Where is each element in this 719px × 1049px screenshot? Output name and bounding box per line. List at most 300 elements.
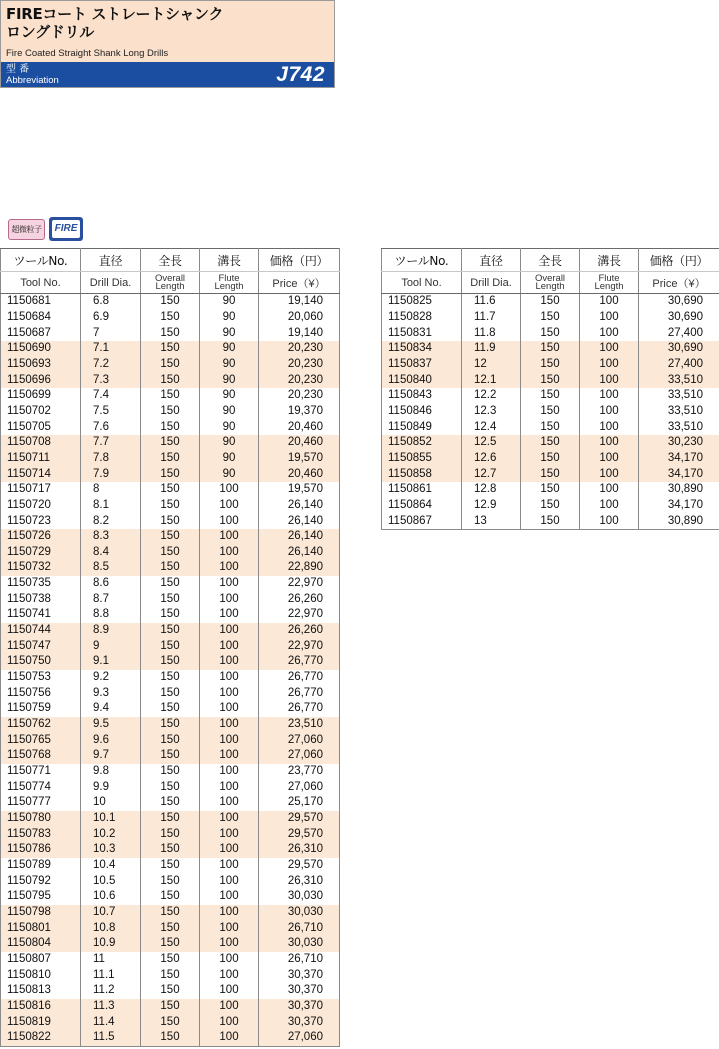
flute-length-cell: 100 <box>200 732 259 748</box>
overall-length-cell: 150 <box>141 717 200 733</box>
tool-no-cell: 1150804 <box>1 936 81 952</box>
col-flute-en-2: Length <box>214 280 244 292</box>
col-length-en <box>521 272 580 294</box>
flute-length-cell: 90 <box>200 451 259 467</box>
col-flute-en <box>580 272 639 294</box>
flute-length-cell: 100 <box>200 545 259 561</box>
table-row <box>1 513 340 529</box>
overall-length-cell: 150 <box>141 325 200 341</box>
tool-no-cell: 1150726 <box>1 529 81 545</box>
drill-dia-cell: 6.9 <box>81 310 141 326</box>
table-row <box>382 419 719 435</box>
table-row <box>382 513 719 529</box>
col-flute-en-2: Length <box>594 280 624 292</box>
drill-dia-cell: 10.9 <box>81 936 141 952</box>
tool-no-cell: 1150768 <box>1 748 81 764</box>
price-cell: 26,770 <box>259 685 340 701</box>
overall-length-cell: 150 <box>141 529 200 545</box>
flute-length-cell: 100 <box>200 591 259 607</box>
flute-length-cell: 100 <box>200 685 259 701</box>
micro-grain-carbide-icon: 超微粒子 <box>8 219 45 240</box>
flute-length-cell: 100 <box>200 529 259 545</box>
flute-length-cell: 100 <box>200 560 259 576</box>
drill-dia-cell: 12.6 <box>462 451 521 467</box>
tool-no-cell: 1150846 <box>382 404 462 420</box>
tool-no-cell: 1150705 <box>1 419 81 435</box>
tool-no-cell: 1150855 <box>382 451 462 467</box>
fire-coating-icon <box>49 217 83 241</box>
table-row <box>1 920 340 936</box>
col-flute-en-1: Flute <box>218 272 240 284</box>
drill-dia-cell: 12.2 <box>462 388 521 404</box>
price-cell: 29,570 <box>259 811 340 827</box>
drill-dia-cell: 7.3 <box>81 372 141 388</box>
price-cell: 26,710 <box>259 920 340 936</box>
drill-dia-cell: 10.6 <box>81 889 141 905</box>
table-row <box>1 670 340 686</box>
table-row <box>1 325 340 341</box>
overall-length-cell: 150 <box>141 654 200 670</box>
table-row <box>1 999 340 1015</box>
drill-dia-cell: 8.3 <box>81 529 141 545</box>
product-title-jp <box>6 5 223 41</box>
overall-length-cell: 150 <box>141 905 200 921</box>
tool-no-cell: 1150801 <box>1 920 81 936</box>
flute-length-cell: 100 <box>200 858 259 874</box>
table-row <box>1 451 340 467</box>
price-cell: 20,230 <box>259 357 340 373</box>
tool-no-cell: 1150819 <box>1 1014 81 1030</box>
overall-length-cell: 150 <box>141 545 200 561</box>
tool-no-cell: 1150786 <box>1 842 81 858</box>
flute-length-cell: 100 <box>200 701 259 717</box>
price-cell: 19,140 <box>259 294 340 310</box>
drill-dia-cell: 7 <box>81 325 141 341</box>
flute-length-cell: 100 <box>580 451 639 467</box>
drill-dia-cell: 12.1 <box>462 372 521 388</box>
flute-length-cell: 100 <box>200 638 259 654</box>
drill-dia-cell: 9 <box>81 638 141 654</box>
tool-no-cell: 1150756 <box>1 685 81 701</box>
table-row <box>382 404 719 420</box>
tool-no-cell: 1150693 <box>1 357 81 373</box>
tool-no-cell: 1150720 <box>1 498 81 514</box>
drill-dia-cell: 8.4 <box>81 545 141 561</box>
overall-length-cell: 150 <box>141 482 200 498</box>
overall-length-cell: 150 <box>521 294 580 310</box>
flute-length-cell: 100 <box>580 404 639 420</box>
flute-length-cell: 90 <box>200 357 259 373</box>
drill-dia-cell: 12.7 <box>462 466 521 482</box>
overall-length-cell: 150 <box>521 357 580 373</box>
price-cell: 27,400 <box>639 357 719 373</box>
tool-no-cell: 1150810 <box>1 967 81 983</box>
overall-length-cell: 150 <box>521 341 580 357</box>
table-row <box>1 404 340 420</box>
table-row <box>1 294 340 310</box>
drill-dia-cell: 8.2 <box>81 513 141 529</box>
flute-length-cell: 100 <box>580 341 639 357</box>
flute-length-cell: 100 <box>200 811 259 827</box>
flute-length-cell: 90 <box>200 325 259 341</box>
table-row <box>1 1014 340 1030</box>
table-row <box>1 795 340 811</box>
tool-no-cell: 1150738 <box>1 591 81 607</box>
tool-no-cell: 1150708 <box>1 435 81 451</box>
drill-dia-cell: 10 <box>81 795 141 811</box>
flute-length-cell: 100 <box>200 1014 259 1030</box>
table-row <box>1 498 340 514</box>
spec-table-left <box>0 248 340 1047</box>
drill-dia-cell: 6.8 <box>81 294 141 310</box>
flute-length-cell: 100 <box>580 513 639 529</box>
flute-length-cell: 100 <box>580 498 639 514</box>
col-flute-en-1: Flute <box>598 272 620 284</box>
col-length-en-2: Length <box>535 280 565 292</box>
overall-length-cell: 150 <box>141 498 200 514</box>
col-length-jp: 全長 <box>141 249 200 272</box>
header-row-jp <box>1 249 340 272</box>
flute-length-cell: 100 <box>200 983 259 999</box>
drill-dia-cell: 7.7 <box>81 435 141 451</box>
price-cell: 26,140 <box>259 513 340 529</box>
col-length-en <box>141 272 200 294</box>
drill-dia-cell: 11 <box>81 952 141 968</box>
price-cell: 30,030 <box>259 905 340 921</box>
price-cell: 26,770 <box>259 654 340 670</box>
flute-length-cell: 100 <box>200 889 259 905</box>
overall-length-cell: 150 <box>141 936 200 952</box>
tool-no-cell: 1150696 <box>1 372 81 388</box>
drill-dia-cell: 8.8 <box>81 607 141 623</box>
overall-length-cell: 150 <box>521 388 580 404</box>
flute-length-cell: 90 <box>200 372 259 388</box>
drill-dia-cell: 7.6 <box>81 419 141 435</box>
price-cell: 19,570 <box>259 482 340 498</box>
tool-no-cell: 1150849 <box>382 419 462 435</box>
drill-dia-cell: 8.9 <box>81 623 141 639</box>
table-row <box>1 607 340 623</box>
drill-dia-cell: 8 <box>81 482 141 498</box>
table-row <box>382 310 719 326</box>
tool-no-cell: 1150792 <box>1 873 81 889</box>
drill-dia-cell: 11.6 <box>462 294 521 310</box>
overall-length-cell: 150 <box>141 451 200 467</box>
price-cell: 34,170 <box>639 498 719 514</box>
title-line-1: FIREコート ストレートシャンク <box>6 5 224 23</box>
tool-no-cell: 1150864 <box>382 498 462 514</box>
tool-no-cell: 1150741 <box>1 607 81 623</box>
drill-dia-cell: 12.3 <box>462 404 521 420</box>
flute-length-cell: 100 <box>200 795 259 811</box>
table-row <box>1 310 340 326</box>
overall-length-cell: 150 <box>141 576 200 592</box>
product-header <box>0 0 335 88</box>
tool-no-cell: 1150783 <box>1 826 81 842</box>
drill-dia-cell: 11.9 <box>462 341 521 357</box>
fire-coating-label: FIRE <box>52 220 80 238</box>
overall-length-cell: 150 <box>141 419 200 435</box>
table-row <box>1 983 340 999</box>
flute-length-cell: 100 <box>200 748 259 764</box>
drill-dia-cell: 10.4 <box>81 858 141 874</box>
overall-length-cell: 150 <box>141 591 200 607</box>
price-cell: 30,030 <box>259 936 340 952</box>
col-price-jp: 価格（円） <box>639 249 719 272</box>
abbreviation-bar <box>1 62 334 87</box>
tool-no-cell: 1150840 <box>382 372 462 388</box>
table-row <box>1 482 340 498</box>
price-cell: 30,230 <box>639 435 719 451</box>
drill-dia-cell: 11.5 <box>81 1030 141 1046</box>
table-row <box>382 341 719 357</box>
price-cell: 26,770 <box>259 670 340 686</box>
price-cell: 26,310 <box>259 842 340 858</box>
price-cell: 30,690 <box>639 294 719 310</box>
price-cell: 19,140 <box>259 325 340 341</box>
flute-length-cell: 90 <box>200 466 259 482</box>
tool-no-cell: 1150750 <box>1 654 81 670</box>
flute-length-cell: 100 <box>200 1030 259 1046</box>
table-row <box>1 717 340 733</box>
overall-length-cell: 150 <box>141 404 200 420</box>
price-cell: 33,510 <box>639 419 719 435</box>
drill-dia-cell: 11.7 <box>462 310 521 326</box>
header-row-en <box>382 272 719 294</box>
price-cell: 22,970 <box>259 607 340 623</box>
price-cell: 26,260 <box>259 591 340 607</box>
table-row <box>1 905 340 921</box>
overall-length-cell: 150 <box>141 294 200 310</box>
abbreviation-code: J742 <box>276 63 325 86</box>
overall-length-cell: 150 <box>521 513 580 529</box>
tool-no-cell: 1150735 <box>1 576 81 592</box>
drill-dia-cell: 8.5 <box>81 560 141 576</box>
overall-length-cell: 150 <box>141 435 200 451</box>
tool-no-cell: 1150825 <box>382 294 462 310</box>
tool-no-cell: 1150774 <box>1 779 81 795</box>
drill-dia-cell: 10.7 <box>81 905 141 921</box>
table-row <box>1 967 340 983</box>
flute-length-cell: 100 <box>580 294 639 310</box>
flute-length-cell: 100 <box>580 325 639 341</box>
overall-length-cell: 150 <box>141 310 200 326</box>
table-row <box>1 372 340 388</box>
tool-no-cell: 1150837 <box>382 357 462 373</box>
price-cell: 26,140 <box>259 529 340 545</box>
price-cell: 20,230 <box>259 341 340 357</box>
price-cell: 22,970 <box>259 576 340 592</box>
drill-dia-cell: 10.2 <box>81 826 141 842</box>
col-tool-no-en: Tool No. <box>1 272 81 294</box>
drill-dia-cell: 9.5 <box>81 717 141 733</box>
tool-no-cell: 1150762 <box>1 717 81 733</box>
flute-length-cell: 100 <box>580 357 639 373</box>
flute-length-cell: 90 <box>200 419 259 435</box>
price-cell: 29,570 <box>259 858 340 874</box>
col-length-en-1: Overall <box>154 272 186 284</box>
overall-length-cell: 150 <box>141 873 200 889</box>
tool-no-cell: 1150765 <box>1 732 81 748</box>
tool-no-cell: 1150687 <box>1 325 81 341</box>
price-cell: 30,370 <box>259 1014 340 1030</box>
table-row <box>1 826 340 842</box>
price-cell: 27,060 <box>259 732 340 748</box>
price-cell: 27,060 <box>259 748 340 764</box>
tool-no-cell: 1150822 <box>1 1030 81 1046</box>
price-cell: 30,370 <box>259 999 340 1015</box>
flute-length-cell: 90 <box>200 404 259 420</box>
flute-length-cell: 100 <box>200 623 259 639</box>
price-cell: 20,230 <box>259 388 340 404</box>
tool-no-cell: 1150732 <box>1 560 81 576</box>
drill-dia-cell: 12.5 <box>462 435 521 451</box>
drill-dia-cell: 7.4 <box>81 388 141 404</box>
col-tool-no-jp: ツールNo. <box>382 249 462 272</box>
tool-no-cell: 1150807 <box>1 952 81 968</box>
table-row <box>1 357 340 373</box>
overall-length-cell: 150 <box>141 952 200 968</box>
table-row <box>1 779 340 795</box>
table-row <box>1 889 340 905</box>
drill-dia-cell: 9.4 <box>81 701 141 717</box>
tool-no-cell: 1150813 <box>1 983 81 999</box>
table-row <box>382 466 719 482</box>
overall-length-cell: 150 <box>141 623 200 639</box>
col-flute-jp: 溝長 <box>200 249 259 272</box>
flute-length-cell: 90 <box>200 310 259 326</box>
drill-dia-cell: 9.8 <box>81 764 141 780</box>
drill-dia-cell: 10.3 <box>81 842 141 858</box>
flute-length-cell: 100 <box>580 482 639 498</box>
price-cell: 30,890 <box>639 482 719 498</box>
tool-no-cell: 1150684 <box>1 310 81 326</box>
table-body-right <box>382 294 719 530</box>
tool-no-cell: 1150828 <box>382 310 462 326</box>
col-dia-jp: 直径 <box>81 249 141 272</box>
overall-length-cell: 150 <box>141 372 200 388</box>
price-cell: 20,460 <box>259 435 340 451</box>
col-price-jp: 価格（円） <box>259 249 340 272</box>
overall-length-cell: 150 <box>521 310 580 326</box>
flute-length-cell: 100 <box>200 920 259 936</box>
flute-length-cell: 100 <box>200 670 259 686</box>
price-cell: 26,310 <box>259 873 340 889</box>
overall-length-cell: 150 <box>521 451 580 467</box>
col-flute-en <box>200 272 259 294</box>
table-row <box>1 545 340 561</box>
tool-no-cell: 1150702 <box>1 404 81 420</box>
overall-length-cell: 150 <box>141 341 200 357</box>
overall-length-cell: 150 <box>141 513 200 529</box>
overall-length-cell: 150 <box>141 638 200 654</box>
abbreviation-label-en: Abbreviation <box>6 75 59 86</box>
price-cell: 25,170 <box>259 795 340 811</box>
drill-dia-cell: 9.9 <box>81 779 141 795</box>
price-cell: 26,140 <box>259 545 340 561</box>
price-cell: 19,570 <box>259 451 340 467</box>
col-length-en-2: Length <box>155 280 185 292</box>
price-cell: 30,690 <box>639 341 719 357</box>
drill-dia-cell: 11.1 <box>81 967 141 983</box>
drill-dia-cell: 10.8 <box>81 920 141 936</box>
price-cell: 26,140 <box>259 498 340 514</box>
table-row <box>1 419 340 435</box>
price-cell: 23,770 <box>259 764 340 780</box>
tool-no-cell: 1150771 <box>1 764 81 780</box>
col-length-jp: 全長 <box>521 249 580 272</box>
overall-length-cell: 150 <box>141 764 200 780</box>
overall-length-cell: 150 <box>141 826 200 842</box>
flute-length-cell: 100 <box>200 936 259 952</box>
table-row <box>382 482 719 498</box>
flute-length-cell: 100 <box>200 764 259 780</box>
flute-length-cell: 90 <box>200 388 259 404</box>
flute-length-cell: 100 <box>580 466 639 482</box>
flute-length-cell: 100 <box>200 717 259 733</box>
drill-dia-cell: 8.6 <box>81 576 141 592</box>
tool-no-cell: 1150681 <box>1 294 81 310</box>
flute-length-cell: 100 <box>200 905 259 921</box>
table-row <box>1 873 340 889</box>
tool-no-cell: 1150744 <box>1 623 81 639</box>
flute-length-cell: 100 <box>200 873 259 889</box>
price-cell: 20,460 <box>259 466 340 482</box>
table-row <box>1 842 340 858</box>
price-cell: 20,060 <box>259 310 340 326</box>
table-row <box>382 357 719 373</box>
overall-length-cell: 150 <box>141 685 200 701</box>
drill-dia-cell: 11.2 <box>81 983 141 999</box>
drill-dia-cell: 10.1 <box>81 811 141 827</box>
tool-no-cell: 1150858 <box>382 466 462 482</box>
flute-length-cell: 100 <box>200 482 259 498</box>
col-dia-en: Drill Dia. <box>81 272 141 294</box>
flute-length-cell: 100 <box>200 576 259 592</box>
price-cell: 30,370 <box>259 983 340 999</box>
drill-dia-cell: 9.6 <box>81 732 141 748</box>
table-row <box>1 764 340 780</box>
table-row <box>1 1030 340 1046</box>
price-cell: 22,890 <box>259 560 340 576</box>
col-tool-no-en: Tool No. <box>382 272 462 294</box>
table-row <box>1 466 340 482</box>
table-row <box>1 638 340 654</box>
tool-no-cell: 1150714 <box>1 466 81 482</box>
flute-length-cell: 100 <box>580 419 639 435</box>
overall-length-cell: 150 <box>521 482 580 498</box>
overall-length-cell: 150 <box>141 357 200 373</box>
tool-no-cell: 1150834 <box>382 341 462 357</box>
table-row <box>1 685 340 701</box>
overall-length-cell: 150 <box>141 967 200 983</box>
drill-dia-cell: 12 <box>462 357 521 373</box>
overall-length-cell: 150 <box>141 701 200 717</box>
overall-length-cell: 150 <box>521 404 580 420</box>
drill-dia-cell: 11.8 <box>462 325 521 341</box>
price-cell: 30,890 <box>639 513 719 529</box>
table-row <box>1 654 340 670</box>
table-row <box>1 591 340 607</box>
flute-length-cell: 100 <box>200 607 259 623</box>
drill-dia-cell: 7.8 <box>81 451 141 467</box>
price-cell: 29,570 <box>259 826 340 842</box>
flute-length-cell: 100 <box>200 952 259 968</box>
col-flute-jp: 溝長 <box>580 249 639 272</box>
drill-dia-cell: 11.4 <box>81 1014 141 1030</box>
col-length-en-1: Overall <box>534 272 566 284</box>
table-row <box>382 294 719 310</box>
